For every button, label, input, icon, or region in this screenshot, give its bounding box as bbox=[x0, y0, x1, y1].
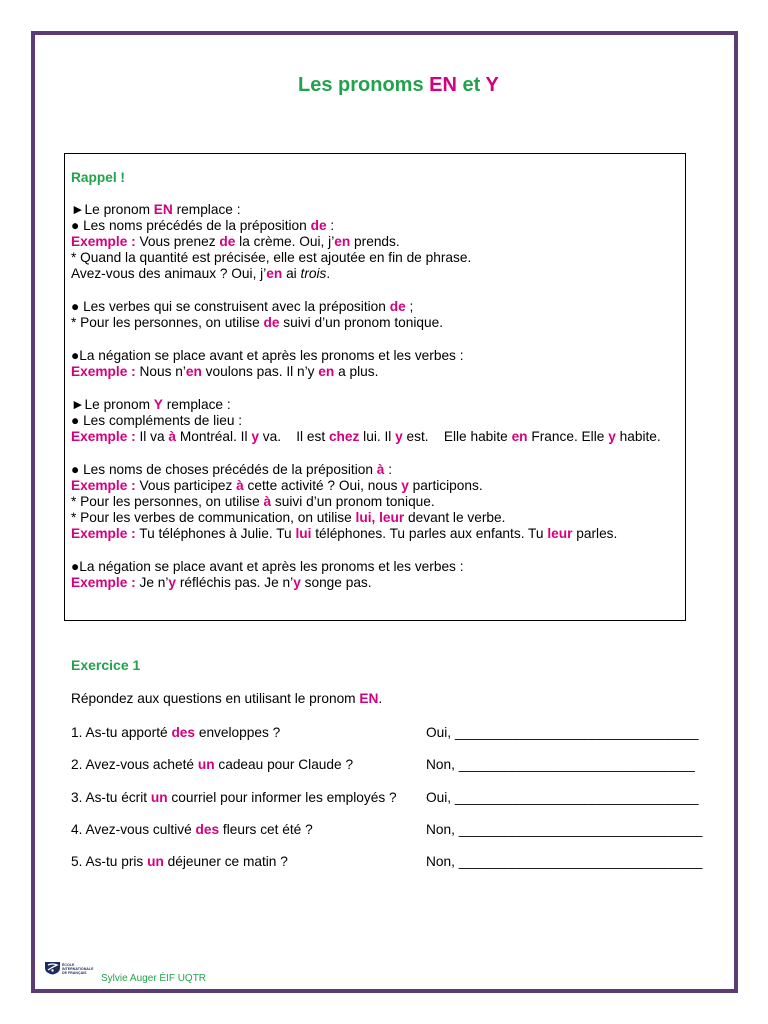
answer-blank: Oui, ________________________________ bbox=[426, 789, 699, 805]
text-run: : bbox=[326, 218, 335, 233]
highlight-run: Exemple : bbox=[71, 234, 136, 249]
question-text bbox=[71, 757, 353, 773]
text-run: ►Le pronom bbox=[71, 202, 154, 217]
highlight-run: lui bbox=[295, 526, 312, 541]
question-row bbox=[71, 725, 711, 757]
highlight-run: Y bbox=[485, 74, 499, 96]
highlight-run: de bbox=[310, 218, 327, 233]
highlight-run: Y bbox=[153, 397, 163, 412]
answer-blank: Oui, ________________________________ bbox=[426, 725, 699, 740]
text-run: Nous n’ bbox=[135, 364, 186, 379]
text-run: ●La négation se place avant et après les pronoms et les verbes : bbox=[71, 348, 464, 363]
highlight-run: leur bbox=[547, 526, 573, 541]
text-run: * Pour les personnes, on utilise bbox=[71, 494, 264, 509]
rappel-paragraph bbox=[71, 462, 685, 542]
question-list bbox=[71, 725, 711, 886]
question-text bbox=[71, 725, 280, 741]
logo-text-line: INTERNATIONALE bbox=[62, 967, 94, 971]
text-run: ● Les noms de choses précédés de la préposition bbox=[71, 462, 377, 477]
rappel-line bbox=[71, 478, 685, 494]
text-run: cadeau pour Claude ? bbox=[214, 757, 354, 773]
rappel-line bbox=[71, 364, 685, 380]
text-run: la crème. Oui, j’ bbox=[235, 234, 335, 249]
text-run: lui. Il bbox=[359, 429, 396, 444]
highlight-run: y bbox=[395, 429, 403, 444]
text-run: déjeuner ce matin ? bbox=[163, 854, 288, 870]
text-run: * Pour les personnes, on utilise bbox=[71, 315, 264, 330]
highlight-run: un bbox=[150, 789, 168, 805]
highlight-run: EN bbox=[429, 74, 457, 96]
logo-text bbox=[62, 963, 93, 975]
text-run: fleurs cet été ? bbox=[219, 821, 313, 837]
text-run: Vous prenez bbox=[135, 234, 220, 249]
question-row bbox=[71, 822, 711, 854]
highlight-run: y bbox=[401, 478, 409, 493]
text-run: ● Les compléments de lieu : bbox=[71, 413, 243, 428]
text-run: va. Il est bbox=[258, 429, 329, 444]
text-run: ; bbox=[405, 299, 414, 314]
page-title bbox=[298, 73, 499, 97]
highlight-run: EN bbox=[359, 691, 379, 706]
text-run: Tu téléphones à Julie. Tu bbox=[135, 526, 296, 541]
text-run: Je n’ bbox=[135, 575, 169, 590]
text-run: ● Les verbes qui se construisent avec la préposition bbox=[71, 299, 390, 314]
text-run: voulons pas. Il n’y bbox=[201, 364, 319, 379]
question-row bbox=[71, 790, 711, 822]
rappel-paragraph bbox=[71, 299, 685, 331]
highlight-run: à bbox=[263, 494, 272, 509]
footer-author: Sylvie Auger ÉIF UQTR bbox=[101, 973, 207, 984]
rappel-line bbox=[71, 315, 685, 331]
rappel-line bbox=[71, 462, 685, 478]
rappel-paragraph bbox=[71, 559, 685, 591]
answer-blank: Non, _______________________________ bbox=[426, 757, 695, 773]
rappel-line bbox=[71, 299, 685, 315]
text-run: courriel pour informer les employés ? bbox=[167, 789, 397, 805]
highlight-run: Exemple : bbox=[71, 575, 136, 590]
rappel-line bbox=[71, 494, 685, 510]
highlight-run: un bbox=[147, 854, 164, 870]
highlight-run: chez bbox=[328, 429, 360, 444]
highlight-run: y bbox=[251, 429, 259, 444]
rappel-heading: Rappel ! bbox=[71, 170, 125, 185]
text-run: cette activité ? Oui, nous bbox=[243, 478, 402, 493]
text-run: Les pronoms bbox=[298, 74, 430, 96]
text-run: parles. bbox=[572, 526, 618, 541]
text-run: : bbox=[384, 462, 393, 477]
text-run: Il va bbox=[135, 429, 169, 444]
highlight-run: Exemple : bbox=[71, 526, 136, 541]
logo-text-line: DE FRANÇAIS bbox=[62, 971, 87, 975]
text-run: prends. bbox=[350, 234, 400, 249]
rappel-line bbox=[71, 559, 685, 575]
rappel-line bbox=[71, 250, 685, 266]
highlight-run: y bbox=[293, 575, 301, 590]
highlight-run: Exemple : bbox=[71, 429, 136, 444]
rappel-paragraph bbox=[71, 202, 685, 282]
rappel-line bbox=[71, 218, 685, 234]
highlight-run: en bbox=[185, 364, 202, 379]
text-run: ●La négation se place avant et après les pronoms et les verbes : bbox=[71, 559, 464, 574]
text-run: réfléchis pas. Je n’ bbox=[176, 575, 294, 590]
text-run: participons. bbox=[408, 478, 483, 493]
text-run: 3. As-tu écrit bbox=[71, 789, 151, 805]
highlight-run: à bbox=[376, 462, 385, 477]
answer-blank: Non, ________________________________ bbox=[426, 821, 703, 837]
text-run: . bbox=[378, 691, 383, 706]
highlight-run: des bbox=[195, 821, 220, 837]
exercise-instruction bbox=[71, 691, 382, 707]
rappel-line bbox=[71, 348, 685, 364]
text-run: devant le verbe. bbox=[404, 510, 506, 525]
highlight-run: Exemple : bbox=[71, 478, 136, 493]
rappel-line bbox=[71, 526, 685, 542]
text-run: Montréal. Il bbox=[176, 429, 252, 444]
answer-blank: Non, ________________________________ bbox=[426, 854, 703, 870]
text-run: téléphones. Tu parles aux enfants. Tu bbox=[311, 526, 548, 541]
highlight-run: de bbox=[263, 315, 280, 330]
text-run: 4. Avez-vous cultivé bbox=[71, 821, 196, 837]
rappel-box bbox=[64, 153, 686, 621]
text-run: suivi d’un pronom tonique. bbox=[279, 315, 444, 330]
highlight-run: des bbox=[171, 725, 196, 740]
text-run: Vous participez bbox=[135, 478, 237, 493]
rappel-line bbox=[71, 397, 685, 413]
text-run: 5. As-tu pris bbox=[71, 854, 148, 870]
rappel-paragraphs bbox=[71, 202, 685, 591]
text-run: ● Les noms précédés de la préposition bbox=[71, 218, 311, 233]
text-run: enveloppes ? bbox=[195, 725, 281, 740]
highlight-run: à bbox=[236, 478, 244, 493]
text-run: ai bbox=[282, 266, 301, 281]
rappel-line bbox=[71, 202, 685, 218]
text-run: a plus. bbox=[334, 364, 379, 379]
question-text bbox=[71, 822, 313, 838]
eif-logo-icon bbox=[44, 961, 61, 975]
rappel-paragraph bbox=[71, 348, 685, 380]
logo-text-line: ÉCOLE bbox=[62, 963, 75, 967]
question-row bbox=[71, 854, 711, 886]
highlight-run: de bbox=[389, 299, 406, 314]
question-row bbox=[71, 757, 711, 789]
text-run: remplace : bbox=[172, 202, 241, 217]
text-run: est. Elle habite bbox=[402, 429, 512, 444]
rappel-line bbox=[71, 234, 685, 250]
text-run: remplace : bbox=[162, 397, 231, 412]
text-run: . bbox=[326, 266, 331, 281]
text-run: et bbox=[456, 74, 486, 96]
rappel-line bbox=[71, 510, 685, 526]
highlight-run: Exemple : bbox=[71, 364, 136, 379]
question-text bbox=[71, 790, 397, 806]
text-run: France. Elle bbox=[527, 429, 609, 444]
highlight-run: en bbox=[266, 266, 283, 281]
text-run: 2. Avez-vous acheté bbox=[71, 757, 198, 773]
text-run: habite. bbox=[615, 429, 661, 444]
text-run: ►Le pronom bbox=[71, 397, 154, 412]
highlight-run: un bbox=[197, 757, 215, 773]
text-run: Avez-vous des animaux ? Oui, j’ bbox=[71, 266, 267, 281]
highlight-run: y bbox=[608, 429, 616, 444]
question-text bbox=[71, 854, 288, 870]
highlight-run: en bbox=[318, 364, 335, 379]
rappel-line bbox=[71, 575, 685, 591]
text-run: suivi d’un pronom tonique. bbox=[271, 494, 435, 509]
highlight-run: en bbox=[334, 234, 351, 249]
italic-run: trois bbox=[300, 266, 327, 281]
exercise-heading: Exercice 1 bbox=[71, 657, 141, 673]
highlight-run: lui, leur bbox=[355, 510, 405, 525]
text-run: * Quand la quantité est précisée, elle est ajoutée en fin de phrase. bbox=[71, 250, 472, 265]
highlight-run: en bbox=[511, 429, 528, 444]
text-run: Répondez aux questions en utilisant le pronom bbox=[71, 691, 360, 706]
rappel-line bbox=[71, 413, 685, 429]
rappel-line bbox=[71, 429, 685, 445]
text-run: songe pas. bbox=[300, 575, 372, 590]
highlight-run: y bbox=[168, 575, 177, 590]
highlight-run: de bbox=[219, 234, 236, 249]
text-run: 1. As-tu apporté bbox=[71, 725, 172, 740]
highlight-run: à bbox=[168, 429, 177, 444]
rappel-paragraph bbox=[71, 397, 685, 445]
highlight-run: EN bbox=[153, 202, 173, 217]
rappel-line bbox=[71, 266, 685, 282]
text-run: * Pour les verbes de communication, on utilise bbox=[71, 510, 356, 525]
